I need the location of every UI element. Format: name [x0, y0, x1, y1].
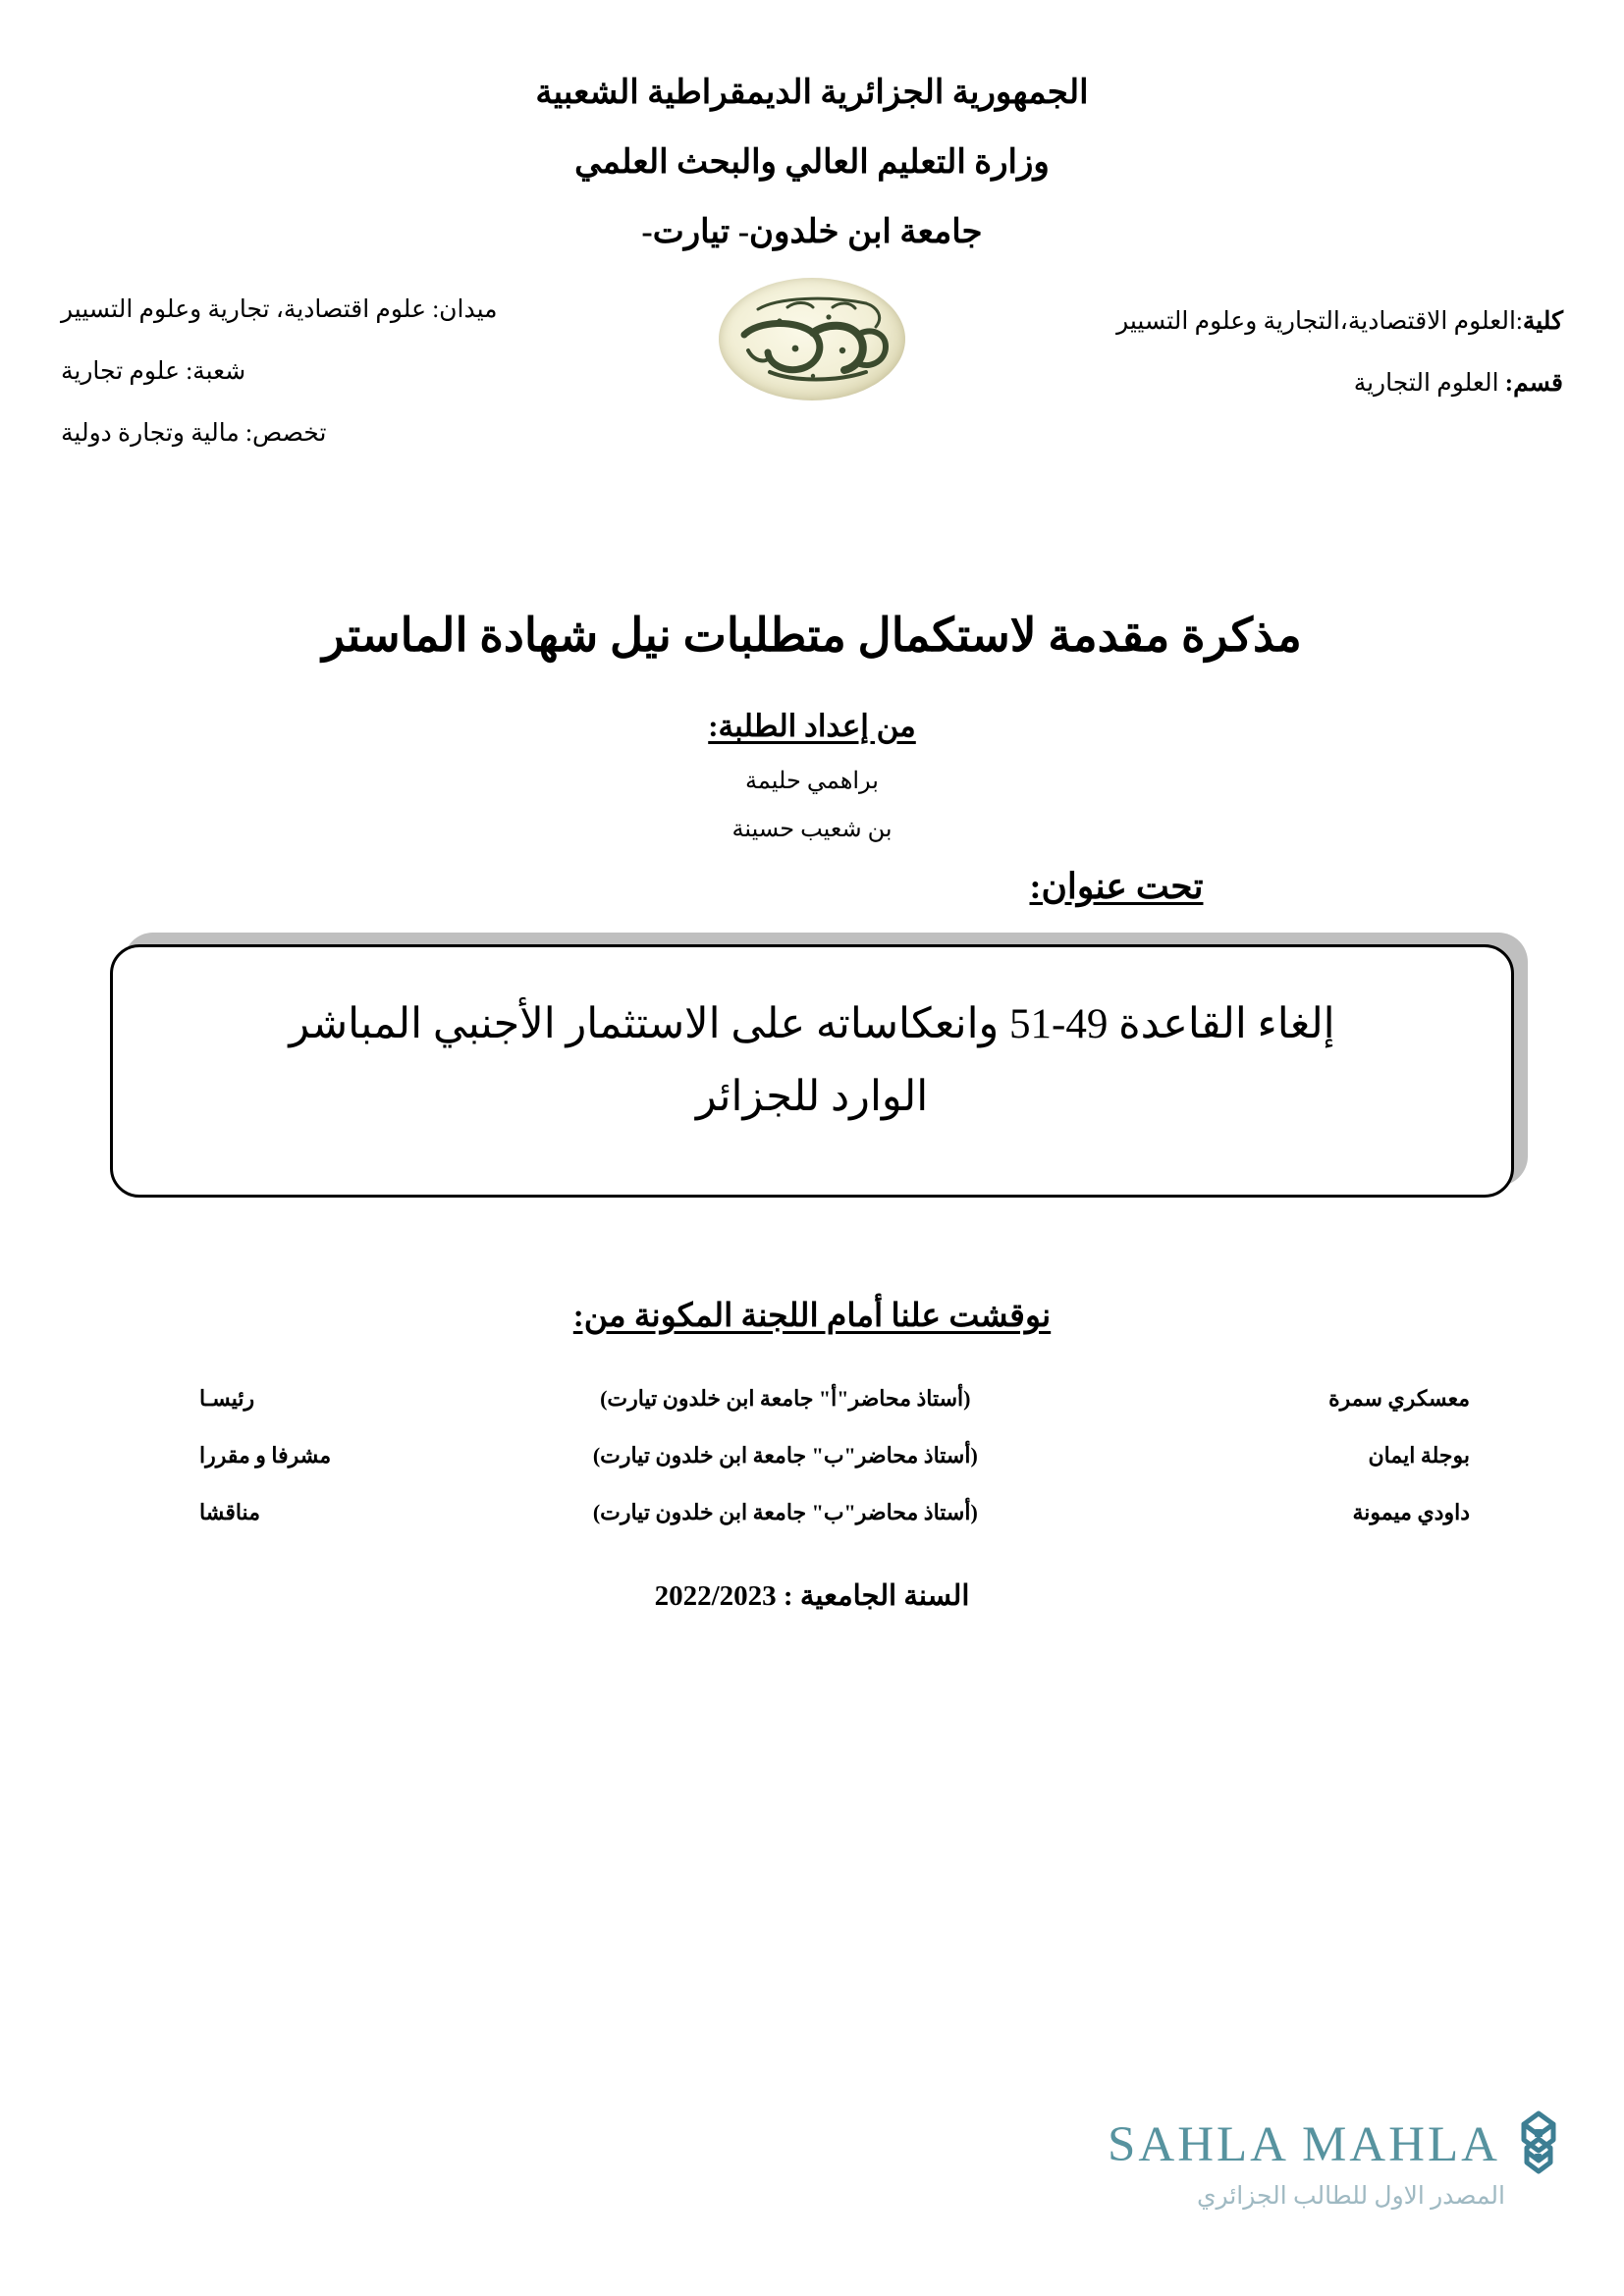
jury-member-role: مناقشا [199, 1499, 260, 1524]
speciality-line: تخصص: مالية وتجارة دولية [61, 420, 327, 447]
branch-line: شعبة: علوم تجارية [61, 358, 246, 385]
faculty-line [935, 307, 1563, 337]
jury-member-rank: (أستاذ محاضر"أ" جامعة ابن خلدون تيارت) [600, 1385, 971, 1411]
table-row [144, 1370, 1480, 1427]
jury-member-rank: (أستاذ محاضر"ب" جامعة ابن خلدون تيارت) [592, 1499, 978, 1524]
watermark-tagline: المصدر الاول للطالب الجزائري [1196, 2183, 1505, 2210]
jury-heading: نوقشت علنا أمام اللجنة المكونة من: [572, 1298, 1052, 1334]
thesis-title-text [234, 947, 1389, 1134]
jury-member-role: مشرفا و مقررا [199, 1442, 332, 1468]
under-title-label: تحت عنوان: [1029, 866, 1204, 906]
watermark-row [1108, 2109, 1569, 2181]
jury-member-name: داودي ميمونة [1352, 1499, 1470, 1524]
sahla-mahla-knot-icon [1510, 2109, 1567, 2181]
jury-member-rank: (أستاذ محاضر"ب" جامعة ابن خلدون تيارت) [592, 1442, 978, 1468]
jury-member-name: معسكري سمرة [1328, 1385, 1470, 1411]
jury-member-name: بوجلة ايمان [1368, 1442, 1470, 1468]
department-line [935, 369, 1563, 399]
under-title-wrap [0, 866, 1624, 907]
faculty-info-block [935, 286, 1563, 431]
header-line-university: جامعة ابن خلدون- تيارت- [641, 214, 983, 250]
students-heading: من إعداد الطلبة: [708, 708, 916, 743]
university-logo-wrap [719, 278, 905, 400]
student-name-2: بن شعيب حسينة [731, 816, 893, 842]
faculty-and-field-info-row [0, 286, 1624, 492]
sahla-mahla-watermark [1108, 2109, 1569, 2211]
thesis-title-box [110, 944, 1514, 1198]
jury-member-role: رئيسـا [199, 1385, 255, 1411]
table-row [144, 1427, 1480, 1484]
jury-heading-wrap [0, 1296, 1624, 1335]
student-name-1: براهمي حليمة [745, 768, 879, 794]
watermark-brand-text: SAHLA MAHLA [1108, 2116, 1500, 2172]
header-line-republic: الجمهورية الجزائرية الديمقراطية الشعبية [535, 75, 1089, 111]
table-row [144, 1484, 1480, 1541]
page-title: مذكرة مقدمة لاستكمال متطلبات نيل شهادة الماستر [322, 611, 1302, 662]
university-seal-icon [719, 278, 905, 400]
jury-table [144, 1370, 1480, 1541]
domain-line: ميدان: علوم اقتصادية، تجارية وعلوم التسيير [61, 296, 498, 323]
field-info-block [61, 286, 650, 481]
faculty-value: :العلوم الاقتصادية،التجارية وعلوم التسيير [1116, 308, 1523, 335]
department-value: العلوم التجارية [1353, 370, 1505, 397]
department-label: قسم: [1504, 370, 1563, 397]
faculty-label: كلية [1522, 308, 1563, 335]
students-heading-wrap [0, 709, 1624, 770]
document-header [0, 0, 1624, 249]
thesis-title-box-outer [110, 933, 1514, 1186]
academic-year: السنة الجامعية : 2022/2023 [654, 1579, 970, 1612]
thesis-title-line-1: إلغاء القاعدة 49-51 وانعكاساته على الاستثمار الأجنبي المباشر [289, 1000, 1335, 1047]
header-line-ministry: وزارة التعليم العالي والبحث العلمي [574, 144, 1050, 181]
thesis-title-line-2: الوارد للجزائر [695, 1073, 929, 1120]
students-block [0, 709, 1624, 841]
